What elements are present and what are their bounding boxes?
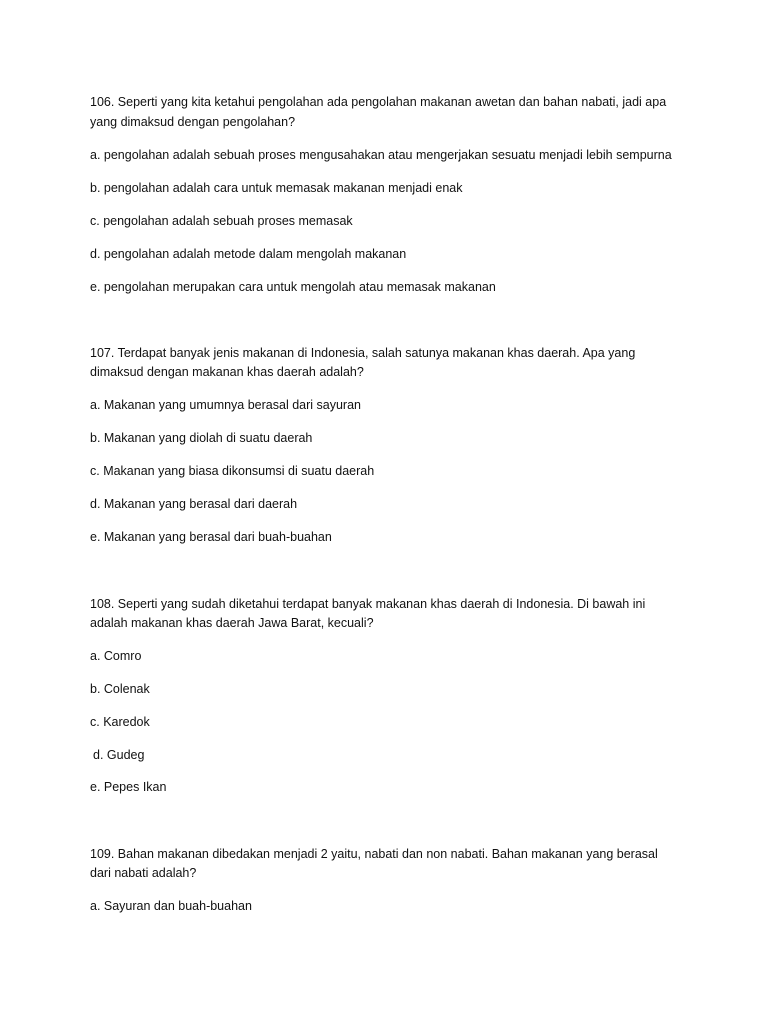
- question-107-option-d: d. Makanan yang berasal dari daerah: [90, 497, 298, 511]
- question-107-stem-line-1: 107. Terdapat banyak jenis makanan di Indonesia, salah satunya makanan khas daerah. Apa yang: [90, 346, 636, 360]
- question-106-option-e: e. pengolahan merupakan cara untuk mengolah atau memasak makanan: [90, 280, 496, 294]
- question-106-option-d: d. pengolahan adalah metode dalam mengolah makanan: [90, 247, 407, 261]
- question-108-option-b: b. Colenak: [90, 682, 150, 696]
- question-106-option-a: a. pengolahan adalah sebuah proses mengusahakan atau mengerjakan sesuatu menjadi lebih sempurna: [90, 148, 672, 162]
- question-108-option-a: a. Comro: [90, 649, 142, 663]
- question-106-stem-line-1: 106. Seperti yang kita ketahui pengolahan ada pengolahan makanan awetan dan bahan nabati, jadi apa: [90, 95, 667, 109]
- question-108-option-e: e. Pepes Ikan: [90, 780, 167, 794]
- question-106-stem-line-2: yang dimaksud dengan pengolahan?: [90, 115, 296, 129]
- question-108-option-c: c. Karedok: [90, 715, 150, 729]
- question-107-stem-line-2: dimaksud dengan makanan khas daerah adalah?: [90, 365, 364, 379]
- question-109-option-a: a. Sayuran dan buah-buahan: [90, 899, 252, 913]
- question-108-stem-line-2: adalah makanan khas daerah Jawa Barat, kecuali?: [90, 616, 374, 630]
- question-107-option-a: a. Makanan yang umumnya berasal dari sayuran: [90, 398, 361, 412]
- question-106-option-c: c. pengolahan adalah sebuah proses memasak: [90, 214, 353, 228]
- question-107-option-c: c. Makanan yang biasa dikonsumsi di suatu daerah: [90, 464, 375, 478]
- question-109-stem-line-1: 109. Bahan makanan dibedakan menjadi 2 yaitu, nabati dan non nabati. Bahan makanan yang berasal: [90, 847, 658, 861]
- question-106-option-b: b. pengolahan adalah cara untuk memasak makanan menjadi enak: [90, 181, 463, 195]
- question-107-option-e: e. Makanan yang berasal dari buah-buahan: [90, 530, 332, 544]
- question-108-option-d: d. Gudeg: [93, 748, 145, 762]
- question-109-stem-line-2: dari nabati adalah?: [90, 866, 197, 880]
- question-107-option-b: b. Makanan yang diolah di suatu daerah: [90, 431, 313, 445]
- question-108-stem-line-1: 108. Seperti yang sudah diketahui terdapat banyak makanan khas daerah di Indonesia. Di bawah ini: [90, 597, 646, 611]
